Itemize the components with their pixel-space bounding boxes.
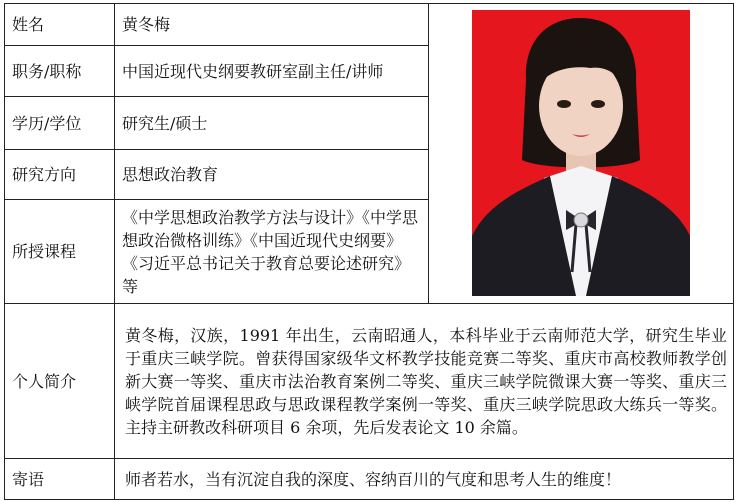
degree-label: 学历/学位 [5, 97, 115, 150]
row-name [5, 4, 734, 46]
courses-value: 《中学思想政治教学方法与设计》《中学思想政治微格训练》《中国近现代史纲要》《习近平总书记关于教育总要论述研究》等 [115, 200, 429, 304]
profile-table [4, 3, 734, 500]
motto-label: 寄语 [5, 459, 115, 500]
research-value: 思想政治教育 [115, 150, 429, 200]
row-motto [5, 459, 734, 500]
motto-value: 师者若水，当有沉淀自我的深度、容纳百川的气度和思考人生的维度！ [115, 459, 734, 500]
row-bio [5, 304, 734, 459]
courses-label: 所授课程 [5, 200, 115, 304]
research-label: 研究方向 [5, 150, 115, 200]
name-value: 黄冬梅 [115, 4, 429, 46]
portrait-photo [472, 10, 690, 296]
title-value: 中国近现代史纲要教研室副主任/讲师 [115, 46, 429, 97]
photo-cell [429, 4, 734, 304]
title-label: 职务/职称 [5, 46, 115, 97]
bio-value: 黄冬梅，汉族，1991 年出生，云南昭通人，本科毕业于云南师范大学，研究生毕业于重庆三峡学院。曾获得国家级华文杯教学技能竞赛二等奖、重庆市高校教师教学创新大赛一等奖、重庆市法治教育案例二等奖、重庆三峡学院微课大赛一等奖、重庆三峡学院首届课程思政与思政课程教学案例一等奖、重庆三峡学院思政大练兵一等奖。主持主研教改科研项目 6 余项，先后发表论文 10 余篇。 [115, 304, 734, 459]
name-label: 姓名 [5, 4, 115, 46]
degree-value: 研究生/硕士 [115, 97, 429, 150]
bio-label: 个人简介 [5, 304, 115, 459]
